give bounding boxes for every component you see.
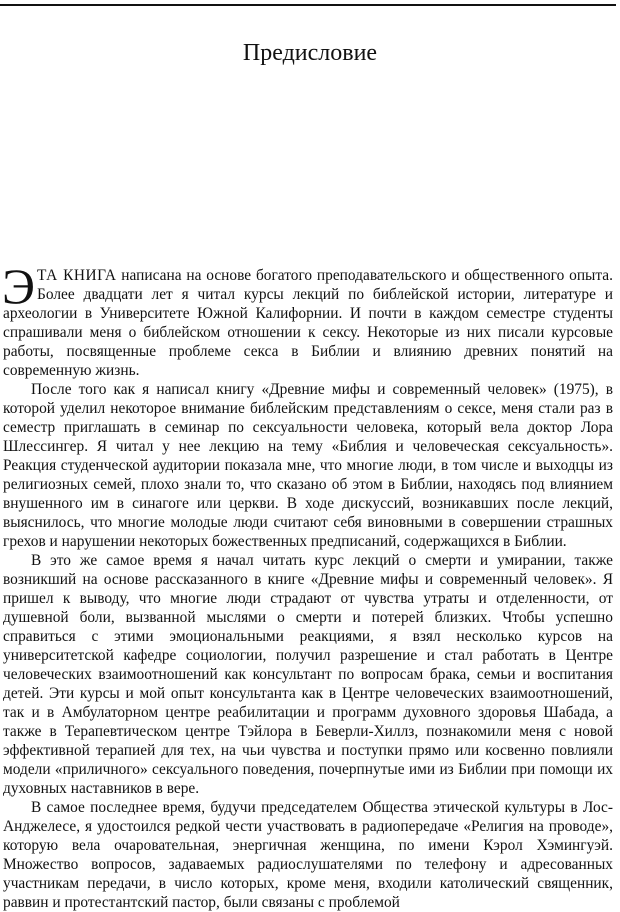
- paragraph-2: После того как я написал книгу «Древние мифы и современный человек» (1975), в которой уделил некоторое внимание библейским представлениям о сексе, меня стали раз в семестр приглашать в семинар по сексуальности человека, который вела доктор Лора Шлессингер. Я читал у нее лекцию на тему «Библия и человеческая сексуальность». Реакция студенческой аудитории показала мне, что многие люди, в том числе и выходцы из религиозных семей, плохо знали то, что сказано об этом в Библии, находясь под влиянием внушенного им в синагоге или церкви. В ходе дискуссий, возникавших после лекций, выяснилось, что многие молодые люди считают себя виновными в совершении страшных грехов и нарушении некоторых божественных предписаний, содержащихся в Библии.: [3, 381, 613, 550]
- drop-cap: Э: [2, 258, 36, 314]
- body-text: [2, 258, 613, 912]
- page-title: Предисловие: [242, 40, 378, 66]
- paragraph-1: [2, 258, 613, 380]
- top-rule: [0, 4, 616, 6]
- lead-caps: ТА КНИГА: [37, 267, 117, 284]
- paragraph-3: В это же самое время я начал читать курс лекций о смерти и умирании, также возникший на основе рассказанного в книге «Древние мифы и современный человек». Я пришел к выводу, что многие люди страдают от чувства утраты и отделенности, от душевной боли, вызванной мыслями о смерти и потерей близких. Чтобы успешно справиться с этими эмоциональными реакциями, я взял несколько курсов на университетской кафедре социологии, получил разрешение и стал работать в Центре человеческих взаимоотношений как консультант по вопросам брака, семьи и воспитания детей. Эти курсы и мой опыт консультанта как в Центре человеческих взаимоотношений, так и в Амбулаторном центре реабилитации и программ духовного здоровья Шабада, а также в Терапевтическом центре Тэйлора в Беверли-Хиллз, познакомили меня с новой эффективной терапией для тех, на чьи чувства и поступки прямо или косвенно повлияли модели «приличного» сексуального поведения, почерпнутые ими из Библии при помощи их духовных наставников в вере.: [3, 552, 613, 797]
- paragraph-4: В самое последнее время, будучи председателем Общества этической культуры в Лос-Анджелесе, я удостоился редкой чести участвовать в радиопередаче «Религия на проводе», которую вела очаровательная, энергичная женщина, по имени Кэрол Хэмингуэй. Множество вопросов, задаваемых радиослушателями по телефону и адресованных участникам передачи, в число которых, кроме меня, входили католический священник, раввин и протестантский пастор, были связаны с проблемой: [3, 799, 613, 911]
- paragraph-1-text: написана на основе богатого преподавательского и общественного опыта. Более двадцати лет я читал курсы лекций по библейской истории, литературе и археологии в Университете Южной Калифорнии. И почти в каждом семестре студенты спрашивали меня о библейском отношении к сексу. Некоторые из них писали курсовые работы, посвященные проблеме секса в Библии и влиянию древних понятий на современную жизнь.: [3, 267, 613, 379]
